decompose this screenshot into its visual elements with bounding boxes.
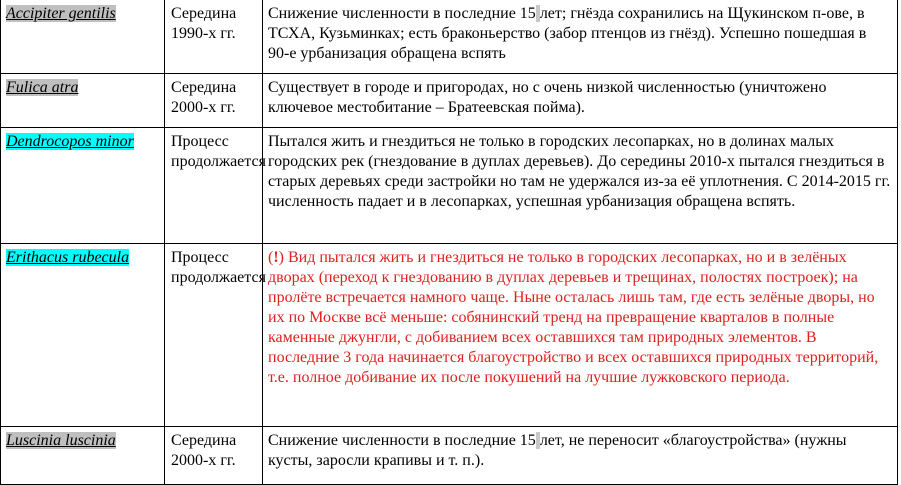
table-row — [1, 244, 898, 427]
table-row — [1, 0, 898, 74]
exclamation-mark: ! — [273, 249, 279, 266]
table-row — [1, 128, 898, 244]
period-cell: Середина 2000-х гг. — [165, 74, 263, 128]
period-cell: Середина 2000-х гг. — [165, 427, 263, 485]
species-name: Fulica atra — [6, 79, 79, 96]
notes-cell: (!) Вид пытался жить и гнездиться не только в городских лесопарках, но и в зелёных дворах (переход к гнездованию в дуплах деревьев и трещинах, полостях построек); на пролёте встречается намного чаще. Ныне осталась лишь там, где есть зелёные дворы, но их по Москве всё меньше: собянинский тренд на превращение кварталов в полные каменные джунгли, с добиванием всех оставшихся там природных элементов. В последние 3 года начинается благоустройство и всех оставшихся природных территорий, т.е. полное добивание их после покушений на лучшие лужковского периода. — [263, 244, 898, 427]
table-row — [1, 74, 898, 128]
species-name: Dendrocopos minor — [6, 133, 134, 150]
table-row — [1, 427, 898, 485]
species-name: Accipiter gentilis — [6, 5, 116, 22]
species-cell — [1, 244, 165, 427]
species-name: Erithacus rubecula — [6, 249, 130, 266]
species-cell — [1, 128, 165, 244]
notes-cell: Существует в городе и пригородах, но с очень низкой численностью (уничтожено ключевое местобитание – Братеевская пойма). — [263, 74, 898, 128]
notes-cell: Пытался жить и гнездиться не только в городских лесопарках, но в долинах малых городских рек (гнездование в дуплах деревьев). До середины 2010-х пытался гнездиться в старых деревьях среди застройки но там не удержался из-за её уплотнения. С 2014-2015 гг. численность падает и в лесопарках, успешная урбанизация обращена вспять. — [263, 128, 898, 244]
period-cell: Середина 1990-х гг. — [165, 0, 263, 74]
notes-cell: Снижение численности в последние 15 лет, не переносит «благоустройства» (нужны кусты, заросли крапивы и т. п.). — [263, 427, 898, 485]
period-cell: Процесс продолжается — [165, 128, 263, 244]
species-name: Luscinia luscinia — [6, 432, 116, 449]
species-cell — [1, 0, 165, 74]
period-cell: Процесс продолжается — [165, 244, 263, 427]
notes-cell: Снижение численности в последние 15 лет; гнёзда сохранились на Щукинском п-ове, в ТСХА, Кузьминках; есть браконьерство (забор птенцов из гнёзд). Успешно пошедшая в 90-е урбанизация обращена вспять — [263, 0, 898, 74]
species-cell — [1, 427, 165, 485]
species-cell — [1, 74, 165, 128]
